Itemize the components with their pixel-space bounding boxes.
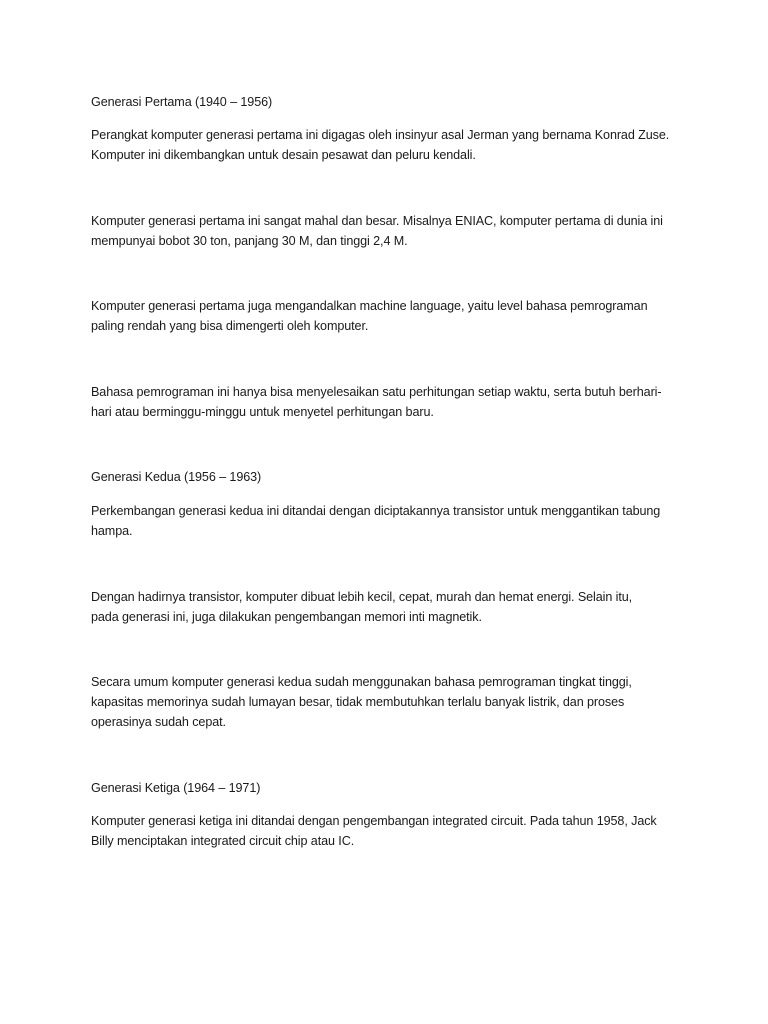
- paragraph-line: Secara umum komputer generasi kedua sudah menggunakan bahasa pemrograman tingkat tinggi,: [91, 675, 632, 689]
- paragraph-line: hampa.: [91, 524, 133, 538]
- paragraph-line: hari atau berminggu-minggu untuk menyetel perhitungan baru.: [91, 405, 434, 419]
- paragraph-line: operasinya sudah cepat.: [91, 715, 226, 729]
- paragraph-line: Komputer generasi pertama ini sangat mahal dan besar. Misalnya ENIAC, komputer pertama di dunia ini: [91, 214, 663, 228]
- paragraph-line: Komputer generasi pertama juga mengandalkan machine language, yaitu level bahasa pemrograman: [91, 299, 648, 313]
- section-heading-generasi-kedua: Generasi Kedua (1956 – 1963): [91, 470, 262, 484]
- paragraph-line: Billy menciptakan integrated circuit chip atau IC.: [91, 834, 355, 848]
- paragraph-line: Bahasa pemrograman ini hanya bisa menyelesaikan satu perhitungan setiap waktu, serta butuh berhari-: [91, 385, 662, 399]
- paragraph-line: Komputer generasi ketiga ini ditandai dengan pengembangan integrated circuit. Pada tahun 1958, Jack: [91, 814, 657, 828]
- paragraph-line: Perangkat komputer generasi pertama ini digagas oleh insinyur asal Jerman yang bernama Konrad Zuse.: [91, 128, 670, 142]
- paragraph-line: kapasitas memorinya sudah lumayan besar, tidak membutuhkan terlalu banyak listrik, dan proses: [91, 695, 625, 709]
- paragraph-line: Dengan hadirnya transistor, komputer dibuat lebih kecil, cepat, murah dan hemat energi. Selain itu,: [91, 590, 633, 604]
- paragraph-line: mempunyai bobot 30 ton, panjang 30 M, dan tinggi 2,4 M.: [91, 234, 408, 248]
- paragraph-line: Perkembangan generasi kedua ini ditandai dengan diciptakannya transistor untuk menggantikan tabung: [91, 504, 661, 518]
- section-heading-generasi-pertama: Generasi Pertama (1940 – 1956): [91, 95, 273, 109]
- paragraph-line: paling rendah yang bisa dimengerti oleh komputer.: [91, 319, 369, 333]
- section-heading-generasi-ketiga: Generasi Ketiga (1964 – 1971): [91, 781, 261, 795]
- paragraph-line: Komputer ini dikembangkan untuk desain pesawat dan peluru kendali.: [91, 148, 476, 162]
- paragraph-line: pada generasi ini, juga dilakukan pengembangan memori inti magnetik.: [91, 610, 482, 624]
